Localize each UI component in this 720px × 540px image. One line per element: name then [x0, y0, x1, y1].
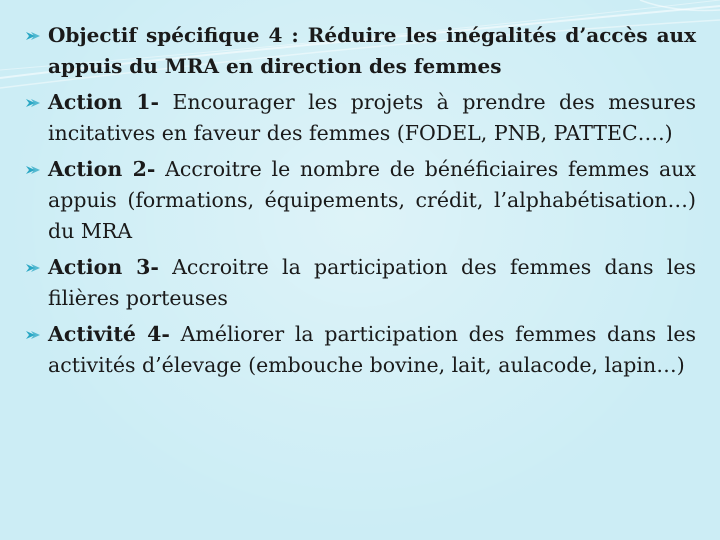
objective-text: Objectif spécifique 4 : Réduire les inégalités d’accès aux appuis du MRA en direction des femmes: [48, 23, 696, 78]
arrow-bullet-icon: [26, 330, 40, 340]
bullet-list: [26, 20, 696, 386]
action-2-text: Accroitre le nombre de bénéficiaires femmes aux appuis (formations, équipements, crédit, l’alphabétisation…) du MRA: [48, 157, 696, 243]
action-3-label: Action 3-: [48, 255, 159, 279]
action-2-label: Action 2-: [48, 157, 156, 181]
objective-item: [26, 20, 696, 82]
activity-4-text: Améliorer la participation des femmes dans les activités d’élevage (embouche bovine, lait, aulacode, lapin…): [48, 322, 697, 377]
action-2-item: [26, 154, 696, 247]
action-3-text: Accroitre la participation des femmes dans les filières porteuses: [48, 255, 696, 310]
arrow-bullet-icon: [26, 31, 40, 41]
action-3-item: [26, 252, 696, 314]
arrow-bullet-icon: [26, 98, 40, 108]
activity-4-item: [26, 319, 696, 381]
arrow-bullet-icon: [26, 165, 40, 175]
action-1-text: Encourager les projets à prendre des mesures incitatives en faveur des femmes (FODEL, PNB, PATTEC….): [48, 90, 696, 145]
activity-4-label: Activité 4-: [48, 322, 170, 346]
action-1-item: [26, 87, 696, 149]
action-1-label: Action 1-: [48, 90, 160, 114]
arrow-bullet-icon: [26, 263, 40, 273]
